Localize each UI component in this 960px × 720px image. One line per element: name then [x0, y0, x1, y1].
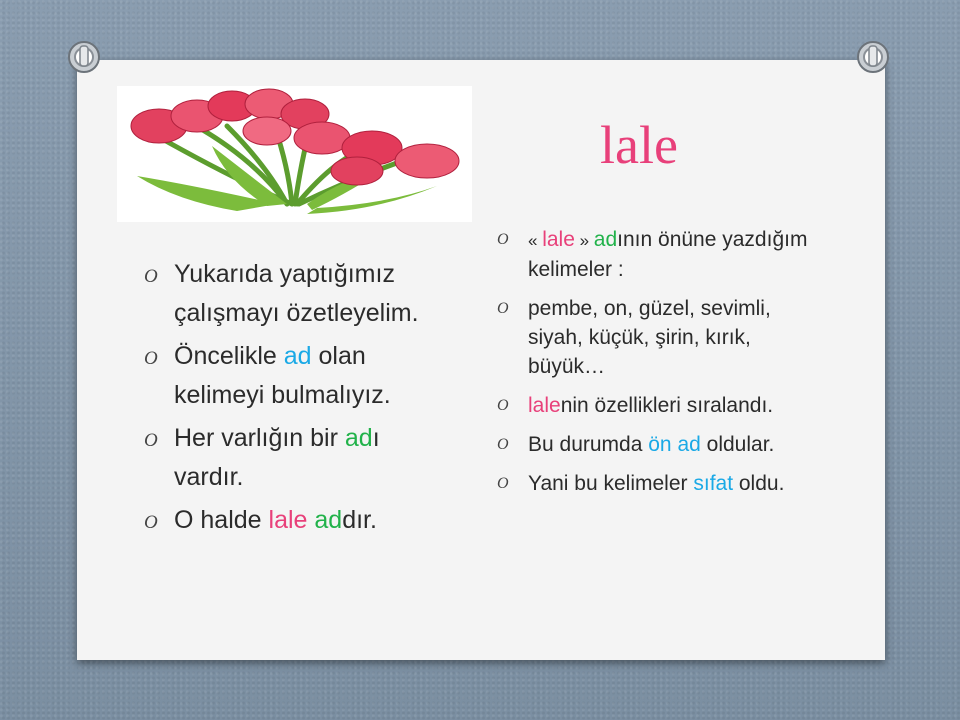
list-item: O Yukarıda yaptığımız çalışmayı özetleyelim. [144, 255, 444, 333]
list-item: O O halde lale addır. [144, 501, 444, 540]
list-item: O Bu durumda ön ad oldular. [497, 430, 817, 459]
bullet-icon: O [144, 348, 158, 369]
bullet-icon: O [497, 300, 509, 317]
highlight-word: lale [542, 228, 575, 251]
bullet-icon: O [144, 266, 158, 287]
bullet-icon: O [497, 231, 509, 248]
list-item: O pembe, on, güzel, sevimli, siyah, küçük, şirin, kırık, büyük… [497, 294, 817, 381]
tulip-image [117, 86, 472, 222]
right-bullet-list [497, 225, 817, 508]
highlight-word: ad [314, 506, 343, 534]
highlight-word: ad [344, 424, 373, 452]
list-item: O lalenin özellikleri sıralandı. [497, 391, 817, 420]
list-item: O Yani bu kelimeler sıfat oldu. [497, 469, 817, 498]
bullet-icon: O [497, 436, 509, 453]
bullet-icon: O [144, 430, 158, 451]
bullet-icon: O [144, 512, 158, 533]
pushpin-icon [67, 40, 101, 74]
pushpin-icon [856, 40, 890, 74]
list-item: O « lale » adının önüne yazdığım kelimeler : [497, 225, 817, 284]
highlight-word: lale [528, 394, 561, 417]
highlight-word: ad [283, 342, 312, 370]
highlight-word: lale [268, 506, 308, 534]
bullet-icon: O [497, 475, 509, 492]
highlight-word: ad [593, 228, 618, 251]
bullet-icon: O [497, 397, 509, 414]
slide-title: lale [600, 115, 678, 175]
highlight-word: sıfat [693, 472, 734, 495]
list-item: O Her varlığın bir adı vardır. [144, 419, 444, 497]
highlight-word: ön ad [648, 433, 701, 456]
list-item: O Öncelikle ad olan kelimeyi bulmalıyız. [144, 337, 444, 415]
left-bullet-list [144, 255, 444, 544]
